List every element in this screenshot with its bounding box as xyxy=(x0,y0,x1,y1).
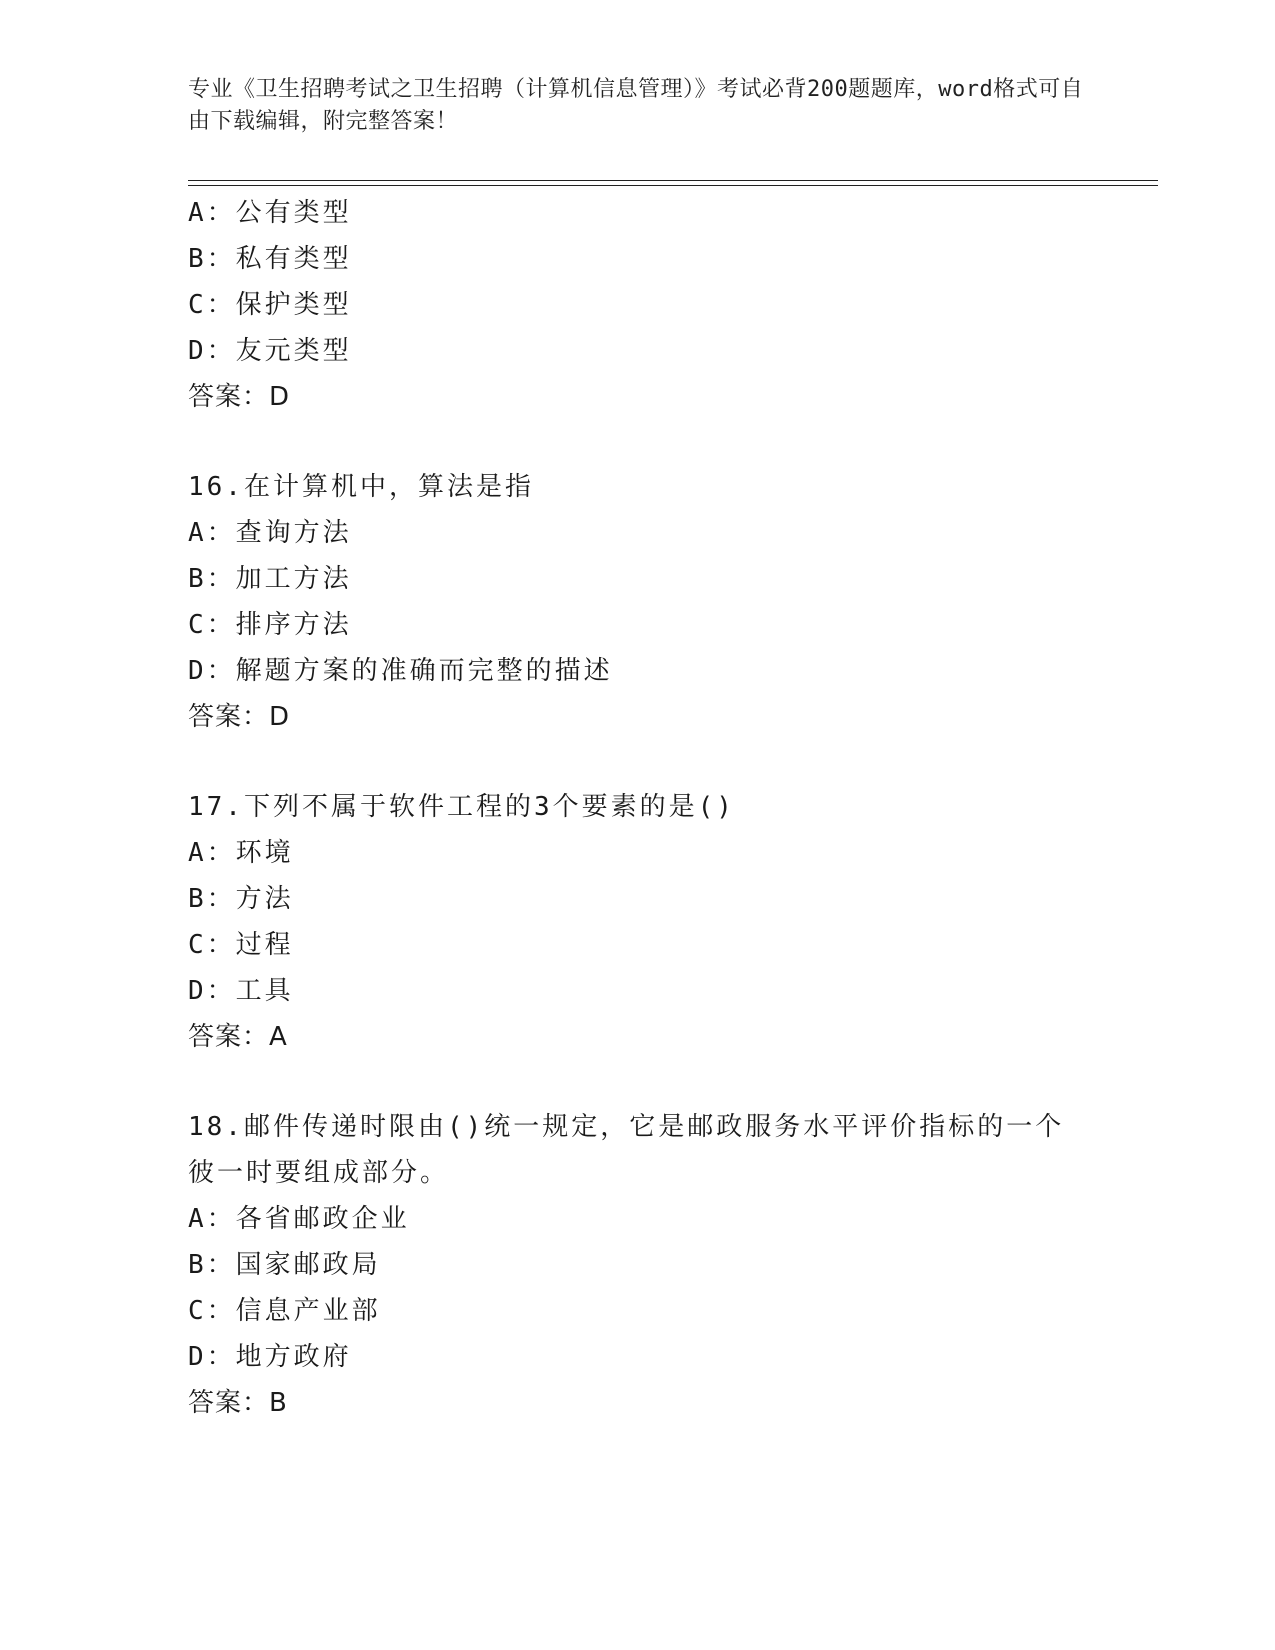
option-d: D：工具 xyxy=(188,976,294,1006)
option-b: B：方法 xyxy=(188,884,294,914)
spacer xyxy=(188,1060,1088,1104)
option-c: C：过程 xyxy=(188,930,294,960)
header-divider-top xyxy=(188,180,1158,181)
spacer xyxy=(188,740,1088,784)
question-text: 17.下列不属于软件工程的3个要素的是() xyxy=(188,792,735,822)
option-c: C：排序方法 xyxy=(188,610,352,640)
spacer xyxy=(188,420,1088,464)
question-block-18 xyxy=(188,1104,1088,1426)
question-block-16 xyxy=(188,464,1088,740)
option-c: C：信息产业部 xyxy=(188,1296,381,1326)
option-b: B：国家邮政局 xyxy=(188,1250,381,1280)
question-block-15 xyxy=(188,190,1088,420)
option-a: A：各省邮政企业 xyxy=(188,1204,410,1234)
answer-line: 答案：B xyxy=(188,1388,288,1418)
header-divider-bottom xyxy=(188,185,1158,186)
document-header: 专业《卫生招聘考试之卫生招聘（计算机信息管理）》考试必背200题题库，word格式可自由下载编辑，附完整答案！ xyxy=(188,77,1084,134)
question-block-17 xyxy=(188,784,1088,1060)
option-b: B：加工方法 xyxy=(188,564,352,594)
question-text: 18.邮件传递时限由()统一规定，它是邮政服务水平评价指标的一个彼一时要组成部分。 xyxy=(188,1112,1065,1188)
question-text: 16.在计算机中，算法是指 xyxy=(188,472,534,502)
answer-line: 答案：A xyxy=(188,1022,288,1052)
option-d: D：解题方案的准确而完整的描述 xyxy=(188,656,613,686)
answer-line: 答案：D xyxy=(188,382,291,412)
option-c: C：保护类型 xyxy=(188,290,352,320)
answer-line: 答案：D xyxy=(188,702,291,732)
option-d: D：友元类型 xyxy=(188,336,352,366)
option-a: A：查询方法 xyxy=(188,518,352,548)
option-a: A：环境 xyxy=(188,838,294,868)
option-a: A：公有类型 xyxy=(188,198,352,228)
option-b: B：私有类型 xyxy=(188,244,352,274)
question-list xyxy=(188,190,1088,1426)
option-d: D：地方政府 xyxy=(188,1342,352,1372)
